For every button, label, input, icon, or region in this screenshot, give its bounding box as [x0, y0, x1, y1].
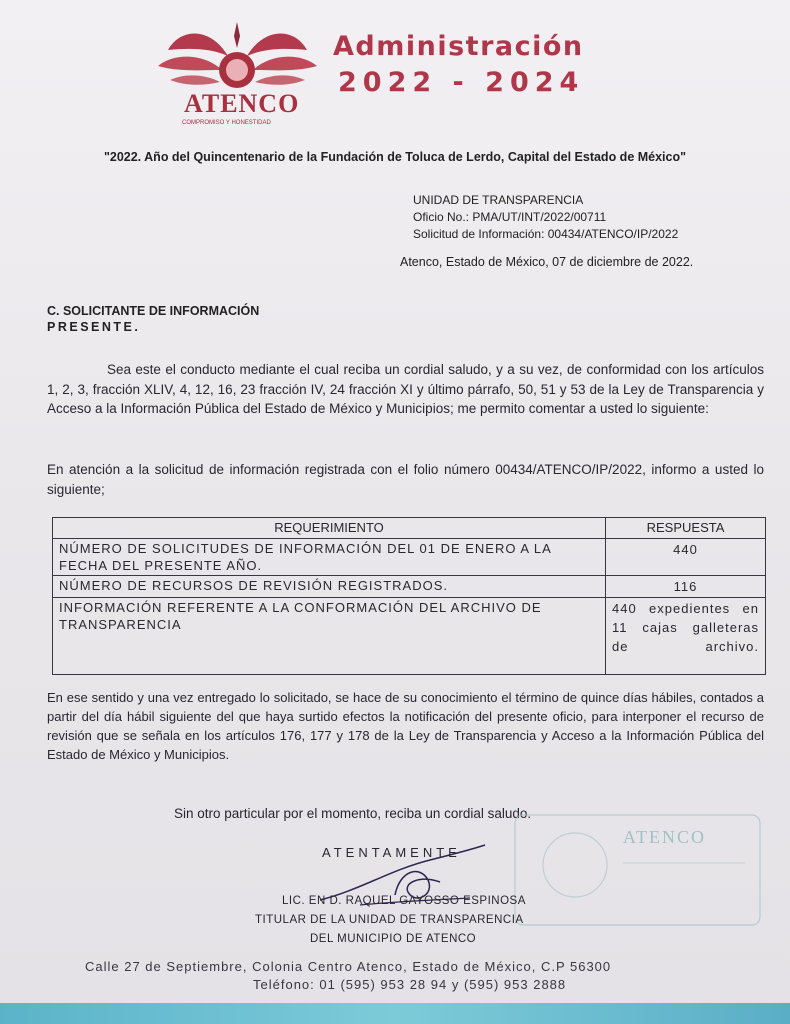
- requirements-table: [52, 517, 766, 675]
- unit-block: [413, 192, 678, 243]
- table-cell-resp: 440: [606, 539, 766, 576]
- table-cell-req: INFORMACIÓN REFERENTE A LA CONFORMACIÓN DEL ARCHIVO DE TRANSPARENCIA: [53, 598, 606, 675]
- stamp-text: ATENCO: [623, 827, 706, 847]
- date-line: Atenco, Estado de México, 07 de diciembre de 2022.: [400, 255, 694, 269]
- table-cell-req: NÚMERO DE SOLICITUDES DE INFORMACIÓN DEL 01 DE ENERO A LA FECHA DEL PRESENTE AÑO.: [53, 539, 606, 576]
- addressee-line2: PRESENTE.: [47, 320, 141, 334]
- table-cell-resp: 440 expedientes en 11 cajas galleteras de archivo.: [606, 598, 766, 675]
- terms-paragraph: En ese sentido y una vez entregado lo solicitado, se hace de su conocimiento el término de quince días hábiles, contados a partir del día hábil siguiente del que haya surtido efectos la notificación del presente oficio, para interponer el recurso de revisión que se señala en los artículos 176, 177 y 178 de la Ley de Transparencia y Acceso a la Información Pública del Estado de México y Municipios.: [47, 690, 764, 762]
- attention-paragraph: En atención a la solicitud de información registrada con el folio número 00434/ATENCO/IP/2022, informo a usted lo siguiente;: [47, 462, 764, 497]
- table-row: [53, 539, 766, 576]
- header-requerimiento: REQUERIMIENTO: [53, 518, 606, 539]
- table-cell-resp: 116: [606, 576, 766, 598]
- header-respuesta: RESPUESTA: [606, 518, 766, 539]
- signatory-municipality: DEL MUNICIPIO DE ATENCO: [310, 933, 477, 945]
- unit-name: UNIDAD DE TRANSPARENCIA: [413, 193, 584, 207]
- table-row: [53, 598, 766, 675]
- table-header-row: [53, 518, 766, 539]
- logo-text: ATENCO: [184, 89, 300, 118]
- closing-line: Sin otro particular por el momento, reciba un cordial saludo.: [174, 806, 532, 821]
- atenco-logo: [150, 18, 325, 130]
- footer-address: Calle 27 de Septiembre, Colonia Centro Atenco, Estado de México, C.P 56300: [85, 959, 612, 974]
- year-dedication: "2022. Año del Quincentenario de la Fundación de Toluca de Lerdo, Capital del Estado de México": [103, 150, 687, 164]
- footer-phone: Teléfono: 01 (595) 953 28 94 y (595) 953 2888: [253, 977, 567, 992]
- signatory-name: LIC. EN D. RAQUEL GAYOSSO ESPINOSA: [282, 895, 526, 907]
- bottom-color-strip: [0, 1003, 790, 1024]
- signatory-title: TITULAR DE LA UNIDAD DE TRANSPARENCIA: [255, 914, 524, 926]
- intro-paragraph: Sea este el conducto mediante el cual reciba un cordial saludo, y a su vez, de conformidad con los artículos 1, 2, 3, fracción XLIV, 4, 12, 16, 23 fracción IV, 24 fracción XI y último párrafo, 50, 51 y 53 de la Ley de Transparencia y Acceso a la Información Pública del Estado de México y Municipios; me permito comentar a usted lo siguiente:: [47, 362, 764, 416]
- logo-motto: COMPROMISO Y HONESTIDAD: [182, 120, 271, 126]
- oficio-number: Oficio No.: PMA/UT/INT/2022/00711: [413, 210, 607, 224]
- administration-years: 2022 - 2024: [338, 67, 585, 98]
- official-stamp: [505, 805, 765, 935]
- atentamente: ATENTAMENTE: [322, 845, 461, 860]
- table-row: [53, 576, 766, 598]
- solicitud-number: Solicitud de Información: 00434/ATENCO/IP/2022: [413, 227, 679, 241]
- table-cell-req: NÚMERO DE RECURSOS DE REVISIÓN REGISTRADOS.: [53, 576, 606, 598]
- addressee-line1: C. SOLICITANTE DE INFORMACIÓN: [47, 304, 260, 318]
- administration-title: Administración: [333, 31, 584, 62]
